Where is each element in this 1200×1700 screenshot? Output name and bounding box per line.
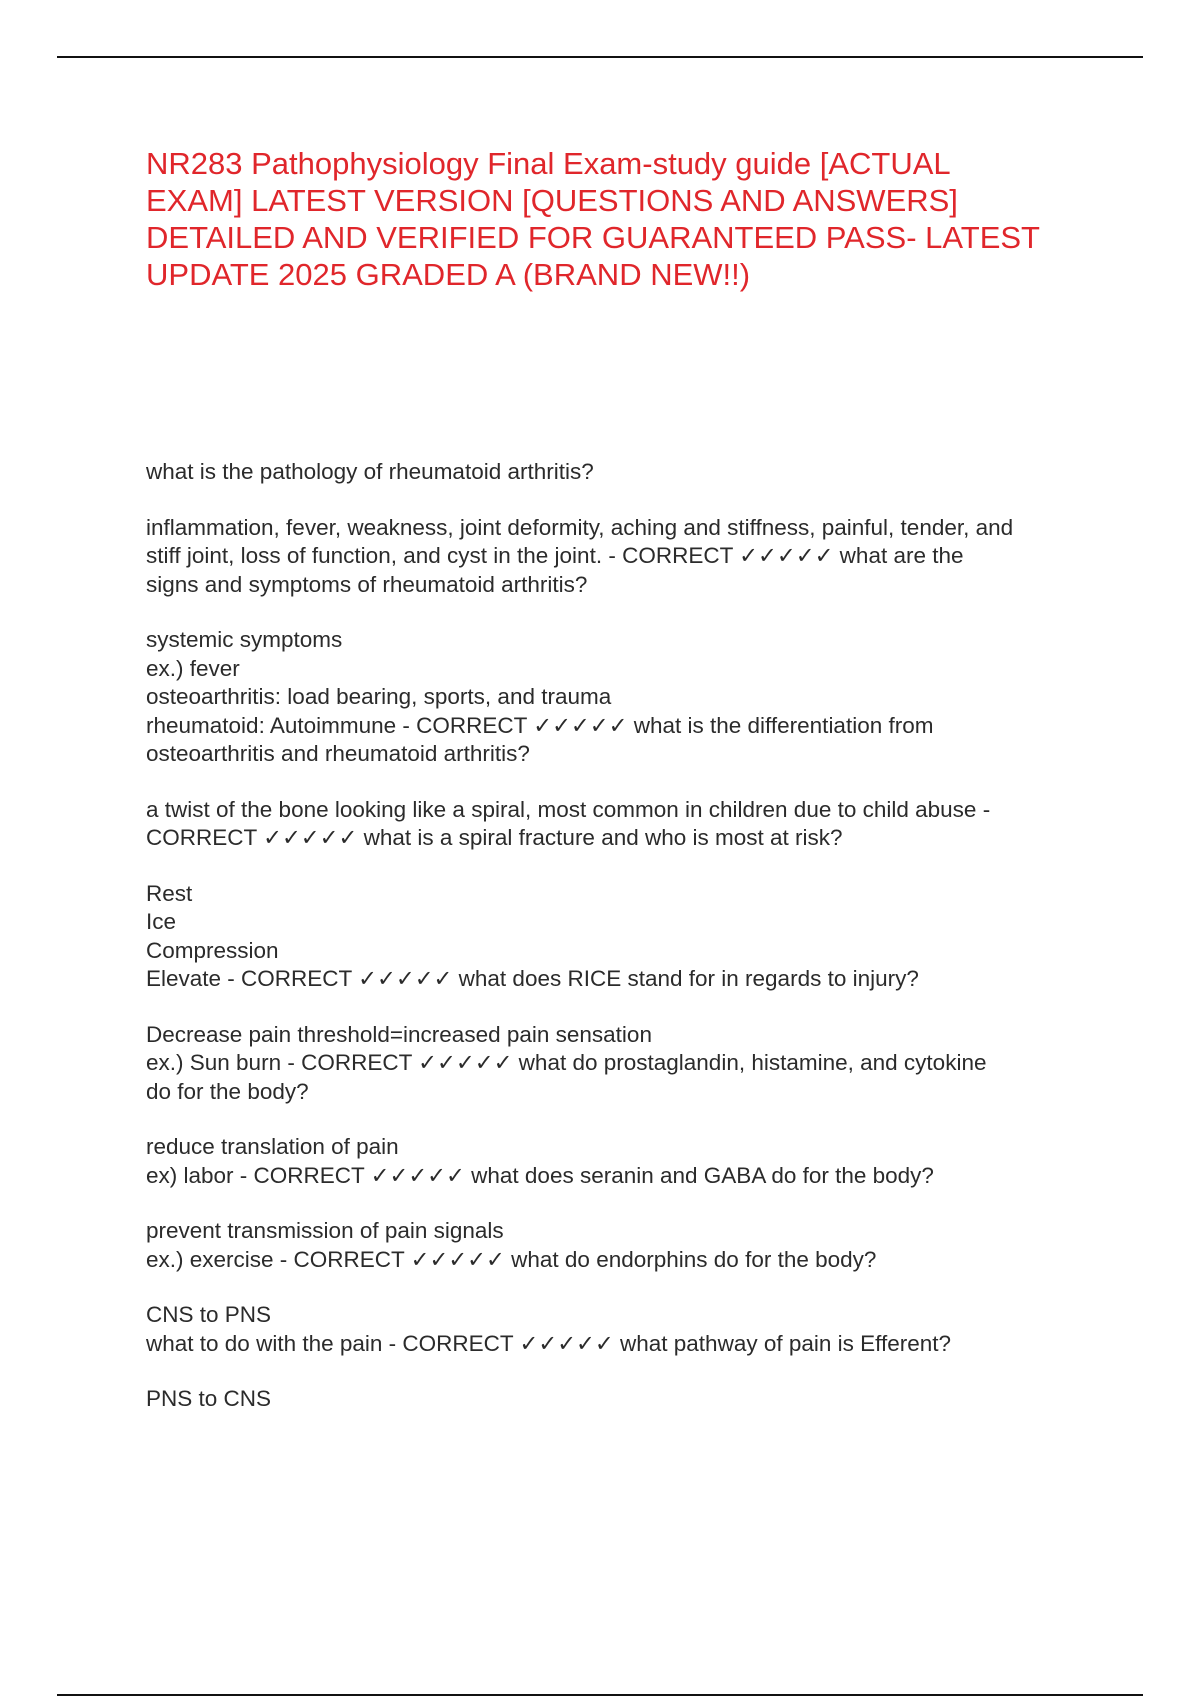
qa-block	[146, 1133, 1106, 1190]
text-line: Elevate - CORRECT ✓✓✓✓✓ what does RICE stand for in regards to injury?	[146, 966, 919, 991]
text-line: signs and symptoms of rheumatoid arthritis?	[146, 571, 588, 597]
text-line: stiff joint, loss of function, and cyst in the joint. - CORRECT ✓✓✓✓✓ what are the	[146, 543, 964, 568]
text-line: Decrease pain threshold=increased pain sensation	[146, 1021, 652, 1047]
text-line: ex.) exercise - CORRECT ✓✓✓✓✓ what do endorphins do for the body?	[146, 1246, 877, 1272]
text-line: ex.) Sun burn - CORRECT ✓✓✓✓✓ what do prostaglandin, histamine, and cytokine	[146, 1050, 987, 1075]
text-line: Ice	[146, 909, 177, 934]
title-line: NR283 Pathophysiology Final Exam-study guide [ACTUAL	[146, 146, 951, 181]
top-rule	[57, 56, 1143, 58]
title-line: DETAILED AND VERIFIED FOR GUARANTEED PASS- LATEST	[146, 220, 1040, 255]
qa-block	[146, 626, 1106, 769]
text-line: what to do with the pain - CORRECT ✓✓✓✓✓ what pathway of pain is Efferent?	[146, 1330, 952, 1356]
text-line: Rest	[146, 880, 193, 906]
text-line: systemic symptoms	[146, 627, 343, 652]
text-line: osteoarthritis and rheumatoid arthritis?	[146, 741, 530, 766]
text-line: CORRECT ✓✓✓✓✓ what is a spiral fracture and who is most at risk?	[146, 825, 843, 850]
title-line: EXAM] LATEST VERSION [QUESTIONS AND ANSWERS]	[146, 183, 958, 218]
text-line: inflammation, fever, weakness, joint deformity, aching and stiffness, painful, tender, and	[146, 514, 1014, 540]
qa-block	[146, 1021, 1106, 1107]
qa-block	[146, 458, 1106, 487]
qa-block	[146, 514, 1106, 600]
text-line: reduce translation of pain	[146, 1134, 399, 1159]
text-line: ex.) fever	[146, 655, 240, 681]
title-line: UPDATE 2025 GRADED A (BRAND NEW!!)	[146, 257, 751, 292]
text-line: what is the pathology of rheumatoid arthritis?	[146, 459, 594, 484]
qa-block	[146, 1385, 1106, 1414]
text-line: Compression	[146, 937, 279, 963]
text-line: CNS to PNS	[146, 1302, 272, 1327]
text-line: rheumatoid: Autoimmune - CORRECT ✓✓✓✓✓ what is the differentiation from	[146, 712, 934, 738]
qa-block	[146, 1301, 1106, 1358]
qa-content	[146, 458, 1106, 1441]
qa-block	[146, 1217, 1106, 1274]
qa-block	[146, 880, 1106, 994]
text-line: osteoarthritis: load bearing, sports, and trauma	[146, 684, 612, 709]
text-line: ex) labor - CORRECT ✓✓✓✓✓ what does seranin and GABA do for the body?	[146, 1162, 934, 1188]
text-line: a twist of the bone looking like a spiral, most common in children due to child abuse -	[146, 796, 991, 822]
text-line: PNS to CNS	[146, 1386, 272, 1411]
text-line: do for the body?	[146, 1078, 309, 1104]
document-title	[146, 145, 1106, 293]
text-line: prevent transmission of pain signals	[146, 1218, 504, 1243]
qa-block	[146, 796, 1106, 853]
bottom-rule	[57, 1694, 1143, 1696]
